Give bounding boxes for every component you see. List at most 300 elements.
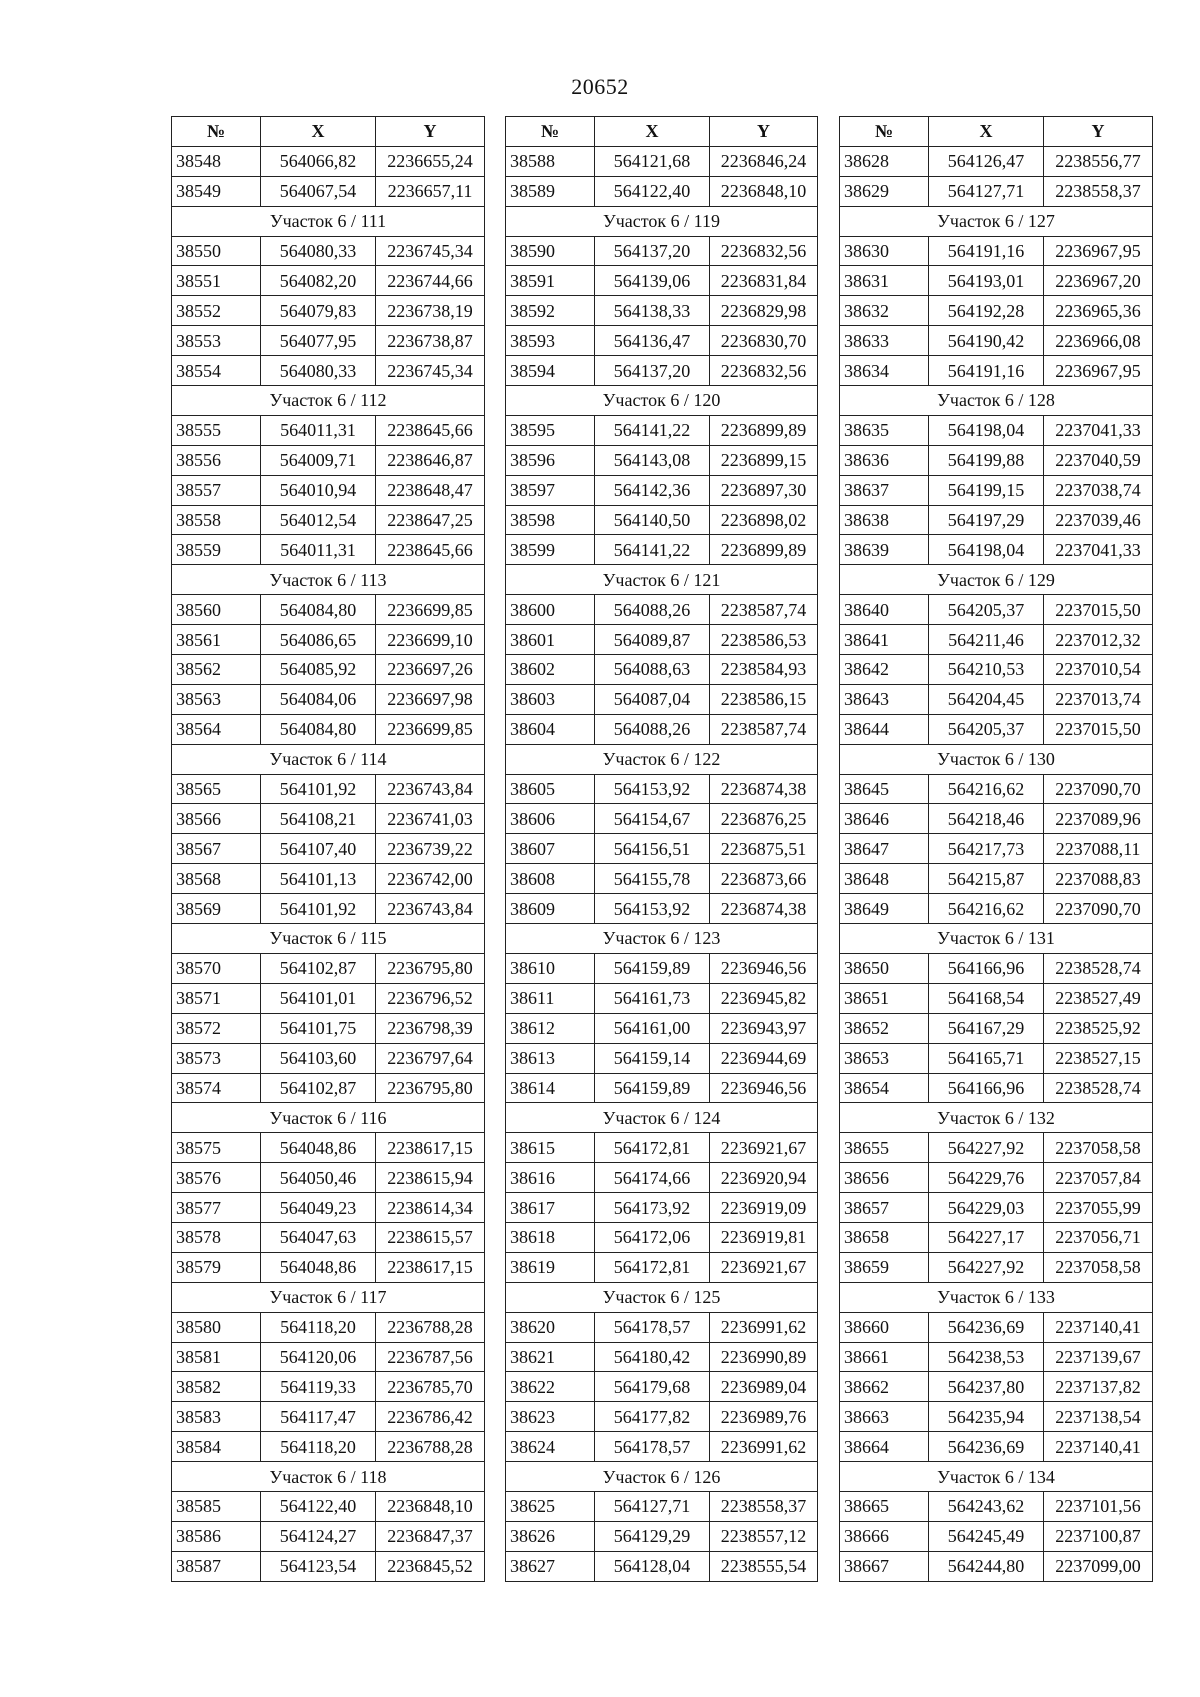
point-number-cell: 38570: [172, 953, 261, 983]
x-coordinate-cell: 564191,16: [929, 236, 1044, 266]
x-coordinate-cell: 564066,82: [261, 146, 376, 176]
y-coordinate-cell: 2238648,47: [376, 475, 485, 505]
table-row: [506, 445, 818, 475]
section-row: [172, 1282, 485, 1312]
section-row: [840, 744, 1153, 774]
table-row: [172, 774, 485, 804]
x-coordinate-cell: 564121,68: [595, 146, 710, 176]
x-coordinate-cell: 564011,31: [261, 535, 376, 565]
y-coordinate-cell: 2238647,25: [376, 505, 485, 535]
section-title: Участок 6 / 111: [172, 206, 485, 236]
table-row: [506, 1073, 818, 1103]
section-title: Участок 6 / 126: [506, 1462, 818, 1492]
section-title: Участок 6 / 131: [840, 924, 1153, 954]
x-coordinate-cell: 564118,20: [261, 1432, 376, 1462]
table-row: [172, 176, 485, 206]
y-coordinate-cell: 2237101,56: [1044, 1491, 1153, 1521]
x-coordinate-cell: 564107,40: [261, 834, 376, 864]
table-row: [172, 236, 485, 266]
table-row: [840, 1222, 1153, 1252]
y-coordinate-cell: 2237041,33: [1044, 415, 1153, 445]
x-coordinate-cell: 564161,00: [595, 1013, 710, 1043]
y-coordinate-cell: 2236798,39: [376, 1013, 485, 1043]
point-number-cell: 38602: [506, 655, 595, 685]
point-number-cell: 38605: [506, 774, 595, 804]
table-row: [840, 1193, 1153, 1223]
y-coordinate-cell: 2238555,54: [710, 1551, 818, 1581]
point-number-cell: 38585: [172, 1491, 261, 1521]
table-row: [840, 535, 1153, 565]
section-row: [506, 1462, 818, 1492]
table-row: [840, 1073, 1153, 1103]
x-coordinate-cell: 564047,63: [261, 1222, 376, 1252]
y-coordinate-cell: 2238528,74: [1044, 1073, 1153, 1103]
x-coordinate-cell: 564168,54: [929, 983, 1044, 1013]
point-number-cell: 38611: [506, 983, 595, 1013]
table-row: [840, 146, 1153, 176]
y-coordinate-cell: 2236743,84: [376, 774, 485, 804]
y-coordinate-cell: 2236965,36: [1044, 296, 1153, 326]
coordinate-table-right: [839, 116, 1153, 1582]
table-row: [840, 1551, 1153, 1581]
y-coordinate-cell: 2237137,82: [1044, 1372, 1153, 1402]
table-row: [172, 1043, 485, 1073]
point-number-cell: 38659: [840, 1252, 929, 1282]
section-title: Участок 6 / 117: [172, 1282, 485, 1312]
x-coordinate-cell: 564011,31: [261, 415, 376, 445]
y-coordinate-cell: 2236946,56: [710, 1073, 818, 1103]
point-number-cell: 38615: [506, 1133, 595, 1163]
point-number-cell: 38627: [506, 1551, 595, 1581]
y-coordinate-cell: 2238558,37: [1044, 176, 1153, 206]
table-row: [840, 505, 1153, 535]
point-number-cell: 38584: [172, 1432, 261, 1462]
table-row: [172, 1312, 485, 1342]
table-row: [840, 1432, 1153, 1462]
header-y: Y: [1044, 117, 1153, 147]
point-number-cell: 38609: [506, 894, 595, 924]
x-coordinate-cell: 564088,26: [595, 595, 710, 625]
x-coordinate-cell: 564129,29: [595, 1521, 710, 1551]
table-row: [172, 415, 485, 445]
y-coordinate-cell: 2236845,52: [376, 1551, 485, 1581]
section-row: [840, 924, 1153, 954]
point-number-cell: 38564: [172, 714, 261, 744]
point-number-cell: 38556: [172, 445, 261, 475]
point-number-cell: 38667: [840, 1551, 929, 1581]
table-row: [506, 236, 818, 266]
y-coordinate-cell: 2236966,08: [1044, 326, 1153, 356]
x-coordinate-cell: 564173,92: [595, 1193, 710, 1223]
x-coordinate-cell: 564087,04: [595, 684, 710, 714]
section-row: [506, 924, 818, 954]
x-coordinate-cell: 564122,40: [261, 1491, 376, 1521]
x-coordinate-cell: 564102,87: [261, 953, 376, 983]
y-coordinate-cell: 2236831,84: [710, 266, 818, 296]
point-number-cell: 38553: [172, 326, 261, 356]
y-coordinate-cell: 2238527,15: [1044, 1043, 1153, 1073]
x-coordinate-cell: 564128,04: [595, 1551, 710, 1581]
x-coordinate-cell: 564126,47: [929, 146, 1044, 176]
section-title: Участок 6 / 124: [506, 1103, 818, 1133]
x-coordinate-cell: 564067,54: [261, 176, 376, 206]
section-title: Участок 6 / 129: [840, 565, 1153, 595]
table-row: [840, 236, 1153, 266]
point-number-cell: 38614: [506, 1073, 595, 1103]
x-coordinate-cell: 564236,69: [929, 1312, 1044, 1342]
x-coordinate-cell: 564049,23: [261, 1193, 376, 1223]
y-coordinate-cell: 2236655,24: [376, 146, 485, 176]
point-number-cell: 38598: [506, 505, 595, 535]
table-row: [840, 714, 1153, 744]
section-row: [840, 1282, 1153, 1312]
point-number-cell: 38639: [840, 535, 929, 565]
y-coordinate-cell: 2236946,56: [710, 953, 818, 983]
x-coordinate-cell: 564050,46: [261, 1163, 376, 1193]
point-number-cell: 38594: [506, 356, 595, 386]
table-row: [172, 1193, 485, 1223]
y-coordinate-cell: 2238586,15: [710, 684, 818, 714]
x-coordinate-cell: 564159,14: [595, 1043, 710, 1073]
x-coordinate-cell: 564124,27: [261, 1521, 376, 1551]
y-coordinate-cell: 2236739,22: [376, 834, 485, 864]
table-row: [840, 684, 1153, 714]
point-number-cell: 38625: [506, 1491, 595, 1521]
section-title: Участок 6 / 125: [506, 1282, 818, 1312]
point-number-cell: 38637: [840, 475, 929, 505]
point-number-cell: 38557: [172, 475, 261, 505]
y-coordinate-cell: 2236967,20: [1044, 266, 1153, 296]
point-number-cell: 38590: [506, 236, 595, 266]
x-coordinate-cell: 564127,71: [929, 176, 1044, 206]
section-row: [172, 1103, 485, 1133]
x-coordinate-cell: 564079,83: [261, 296, 376, 326]
x-coordinate-cell: 564080,33: [261, 236, 376, 266]
table-row: [172, 1491, 485, 1521]
y-coordinate-cell: 2236919,09: [710, 1193, 818, 1223]
y-coordinate-cell: 2236921,67: [710, 1252, 818, 1282]
x-coordinate-cell: 564101,01: [261, 983, 376, 1013]
y-coordinate-cell: 2236738,87: [376, 326, 485, 356]
table-row: [172, 326, 485, 356]
point-number-cell: 38653: [840, 1043, 929, 1073]
y-coordinate-cell: 2236967,95: [1044, 236, 1153, 266]
y-coordinate-cell: 2238587,74: [710, 714, 818, 744]
x-coordinate-cell: 564199,88: [929, 445, 1044, 475]
x-coordinate-cell: 564088,63: [595, 655, 710, 685]
x-coordinate-cell: 564216,62: [929, 894, 1044, 924]
x-coordinate-cell: 564191,16: [929, 356, 1044, 386]
x-coordinate-cell: 564227,92: [929, 1133, 1044, 1163]
y-coordinate-cell: 2237138,54: [1044, 1402, 1153, 1432]
table-row: [506, 595, 818, 625]
point-number-cell: 38654: [840, 1073, 929, 1103]
point-number-cell: 38603: [506, 684, 595, 714]
point-number-cell: 38666: [840, 1521, 929, 1551]
table-row: [506, 296, 818, 326]
y-coordinate-cell: 2237089,96: [1044, 804, 1153, 834]
x-coordinate-cell: 564141,22: [595, 415, 710, 445]
table-row: [172, 625, 485, 655]
y-coordinate-cell: 2236697,98: [376, 684, 485, 714]
point-number-cell: 38571: [172, 983, 261, 1013]
y-coordinate-cell: 2237015,50: [1044, 595, 1153, 625]
table-row: [506, 983, 818, 1013]
section-title: Участок 6 / 118: [172, 1462, 485, 1492]
y-coordinate-cell: 2237088,11: [1044, 834, 1153, 864]
point-number-cell: 38588: [506, 146, 595, 176]
y-coordinate-cell: 2238645,66: [376, 535, 485, 565]
table-row: [506, 1521, 818, 1551]
table-row: [840, 356, 1153, 386]
point-number-cell: 38566: [172, 804, 261, 834]
y-coordinate-cell: 2236847,37: [376, 1521, 485, 1551]
y-coordinate-cell: 2236699,85: [376, 714, 485, 744]
coordinate-table-middle: [505, 116, 818, 1582]
section-row: [840, 565, 1153, 595]
point-number-cell: 38567: [172, 834, 261, 864]
y-coordinate-cell: 2236921,67: [710, 1133, 818, 1163]
point-number-cell: 38548: [172, 146, 261, 176]
x-coordinate-cell: 564211,46: [929, 625, 1044, 655]
x-coordinate-cell: 564010,94: [261, 475, 376, 505]
table-row: [172, 1551, 485, 1581]
x-coordinate-cell: 564235,94: [929, 1402, 1044, 1432]
x-coordinate-cell: 564237,80: [929, 1372, 1044, 1402]
point-number-cell: 38612: [506, 1013, 595, 1043]
x-coordinate-cell: 564218,46: [929, 804, 1044, 834]
table-row: [506, 953, 818, 983]
table-row: [506, 1432, 818, 1462]
table-row: [172, 684, 485, 714]
x-coordinate-cell: 564123,54: [261, 1551, 376, 1581]
point-number-cell: 38572: [172, 1013, 261, 1043]
point-number-cell: 38645: [840, 774, 929, 804]
point-number-cell: 38555: [172, 415, 261, 445]
y-coordinate-cell: 2238615,94: [376, 1163, 485, 1193]
point-number-cell: 38644: [840, 714, 929, 744]
table-row: [506, 475, 818, 505]
y-coordinate-cell: 2237139,67: [1044, 1342, 1153, 1372]
table-row: [840, 894, 1153, 924]
y-coordinate-cell: 2238527,49: [1044, 983, 1153, 1013]
table-row: [172, 266, 485, 296]
section-title: Участок 6 / 122: [506, 744, 818, 774]
table-row: [840, 1043, 1153, 1073]
point-number-cell: 38559: [172, 535, 261, 565]
x-coordinate-cell: 564119,33: [261, 1372, 376, 1402]
point-number-cell: 38636: [840, 445, 929, 475]
section-row: [506, 1282, 818, 1312]
point-number-cell: 38596: [506, 445, 595, 475]
table-row: [506, 1402, 818, 1432]
point-number-cell: 38641: [840, 625, 929, 655]
x-coordinate-cell: 564166,96: [929, 953, 1044, 983]
point-number-cell: 38616: [506, 1163, 595, 1193]
table-row: [172, 953, 485, 983]
table-row: [840, 1312, 1153, 1342]
table-row: [172, 655, 485, 685]
point-number-cell: 38658: [840, 1222, 929, 1252]
point-number-cell: 38620: [506, 1312, 595, 1342]
x-coordinate-cell: 564177,82: [595, 1402, 710, 1432]
point-number-cell: 38634: [840, 356, 929, 386]
y-coordinate-cell: 2236738,19: [376, 296, 485, 326]
point-number-cell: 38599: [506, 535, 595, 565]
point-number-cell: 38586: [172, 1521, 261, 1551]
y-coordinate-cell: 2236874,38: [710, 774, 818, 804]
section-row: [172, 565, 485, 595]
table-row: [506, 266, 818, 296]
y-coordinate-cell: 2236874,38: [710, 894, 818, 924]
x-coordinate-cell: 564120,06: [261, 1342, 376, 1372]
y-coordinate-cell: 2236897,30: [710, 475, 818, 505]
table-row: [840, 326, 1153, 356]
section-title: Участок 6 / 113: [172, 565, 485, 595]
x-coordinate-cell: 564178,57: [595, 1432, 710, 1462]
table-row: [172, 1402, 485, 1432]
x-coordinate-cell: 564080,33: [261, 356, 376, 386]
table-row: [172, 983, 485, 1013]
x-coordinate-cell: 564180,42: [595, 1342, 710, 1372]
section-row: [840, 1103, 1153, 1133]
section-row: [172, 206, 485, 236]
x-coordinate-cell: 564159,89: [595, 1073, 710, 1103]
section-title: Участок 6 / 112: [172, 386, 485, 416]
y-coordinate-cell: 2238614,34: [376, 1193, 485, 1223]
table-row: [506, 1013, 818, 1043]
section-title: Участок 6 / 119: [506, 206, 818, 236]
table-row: [840, 415, 1153, 445]
y-coordinate-cell: 2236989,04: [710, 1372, 818, 1402]
y-coordinate-cell: 2236743,84: [376, 894, 485, 924]
y-coordinate-cell: 2238584,93: [710, 655, 818, 685]
y-coordinate-cell: 2236944,69: [710, 1043, 818, 1073]
y-coordinate-cell: 2236699,85: [376, 595, 485, 625]
y-coordinate-cell: 2237140,41: [1044, 1312, 1153, 1342]
y-coordinate-cell: 2236848,10: [710, 176, 818, 206]
point-number-cell: 38630: [840, 236, 929, 266]
x-coordinate-cell: 564178,57: [595, 1312, 710, 1342]
x-coordinate-cell: 564227,92: [929, 1252, 1044, 1282]
table-row: [506, 1342, 818, 1372]
x-coordinate-cell: 564229,03: [929, 1193, 1044, 1223]
table-row: [506, 1252, 818, 1282]
point-number-cell: 38581: [172, 1342, 261, 1372]
x-coordinate-cell: 564229,76: [929, 1163, 1044, 1193]
section-title: Участок 6 / 127: [840, 206, 1153, 236]
x-coordinate-cell: 564136,47: [595, 326, 710, 356]
point-number-cell: 38652: [840, 1013, 929, 1043]
x-coordinate-cell: 564141,22: [595, 535, 710, 565]
y-coordinate-cell: 2237090,70: [1044, 894, 1153, 924]
x-coordinate-cell: 564161,73: [595, 983, 710, 1013]
x-coordinate-cell: 564084,80: [261, 714, 376, 744]
y-coordinate-cell: 2236899,15: [710, 445, 818, 475]
page-number: 20652: [571, 74, 629, 99]
table-row: [506, 356, 818, 386]
point-number-cell: 38647: [840, 834, 929, 864]
point-number-cell: 38592: [506, 296, 595, 326]
x-coordinate-cell: 564193,01: [929, 266, 1044, 296]
y-coordinate-cell: 2238617,15: [376, 1252, 485, 1282]
y-coordinate-cell: 2237058,58: [1044, 1133, 1153, 1163]
table-row: [172, 1163, 485, 1193]
y-coordinate-cell: 2236697,26: [376, 655, 485, 685]
y-coordinate-cell: 2236848,10: [376, 1491, 485, 1521]
table-row: [172, 1222, 485, 1252]
table-row: [172, 1521, 485, 1551]
y-coordinate-cell: 2236830,70: [710, 326, 818, 356]
point-number-cell: 38621: [506, 1342, 595, 1372]
x-coordinate-cell: 564159,89: [595, 953, 710, 983]
x-coordinate-cell: 564117,47: [261, 1402, 376, 1432]
x-coordinate-cell: 564142,36: [595, 475, 710, 505]
y-coordinate-cell: 2238525,92: [1044, 1013, 1153, 1043]
point-number-cell: 38651: [840, 983, 929, 1013]
section-title: Участок 6 / 123: [506, 924, 818, 954]
x-coordinate-cell: 564103,60: [261, 1043, 376, 1073]
y-coordinate-cell: 2238586,53: [710, 625, 818, 655]
x-coordinate-cell: 564118,20: [261, 1312, 376, 1342]
y-coordinate-cell: 2238558,37: [710, 1491, 818, 1521]
y-coordinate-cell: 2238557,12: [710, 1521, 818, 1551]
point-number-cell: 38610: [506, 953, 595, 983]
x-coordinate-cell: 564009,71: [261, 445, 376, 475]
x-coordinate-cell: 564155,78: [595, 864, 710, 894]
section-title: Участок 6 / 134: [840, 1462, 1153, 1492]
table-row: [840, 1491, 1153, 1521]
header-num: №: [506, 117, 595, 147]
point-number-cell: 38648: [840, 864, 929, 894]
point-number-cell: 38650: [840, 953, 929, 983]
x-coordinate-cell: 564139,06: [595, 266, 710, 296]
x-coordinate-cell: 564137,20: [595, 236, 710, 266]
y-coordinate-cell: 2236745,34: [376, 236, 485, 266]
table-row: [840, 804, 1153, 834]
section-title: Участок 6 / 115: [172, 924, 485, 954]
y-coordinate-cell: 2237140,41: [1044, 1432, 1153, 1462]
table-row: [506, 505, 818, 535]
point-number-cell: 38593: [506, 326, 595, 356]
x-coordinate-cell: 564088,26: [595, 714, 710, 744]
table-row: [840, 655, 1153, 685]
table-row: [506, 1133, 818, 1163]
table-row: [506, 326, 818, 356]
x-coordinate-cell: 564101,92: [261, 774, 376, 804]
table-row: [840, 595, 1153, 625]
y-coordinate-cell: 2236899,89: [710, 535, 818, 565]
section-row: [840, 1462, 1153, 1492]
table-row: [840, 445, 1153, 475]
section-row: [506, 206, 818, 236]
x-coordinate-cell: 564082,20: [261, 266, 376, 296]
table-row: [172, 1432, 485, 1462]
y-coordinate-cell: 2238615,57: [376, 1222, 485, 1252]
x-coordinate-cell: 564138,33: [595, 296, 710, 326]
section-title: Участок 6 / 114: [172, 744, 485, 774]
table-row: [506, 834, 818, 864]
section-row: [506, 386, 818, 416]
section-row: [172, 386, 485, 416]
x-coordinate-cell: 564205,37: [929, 595, 1044, 625]
section-row: [506, 744, 818, 774]
y-coordinate-cell: 2236898,02: [710, 505, 818, 535]
table-row: [172, 356, 485, 386]
y-coordinate-cell: 2236832,56: [710, 356, 818, 386]
point-number-cell: 38662: [840, 1372, 929, 1402]
point-number-cell: 38657: [840, 1193, 929, 1223]
